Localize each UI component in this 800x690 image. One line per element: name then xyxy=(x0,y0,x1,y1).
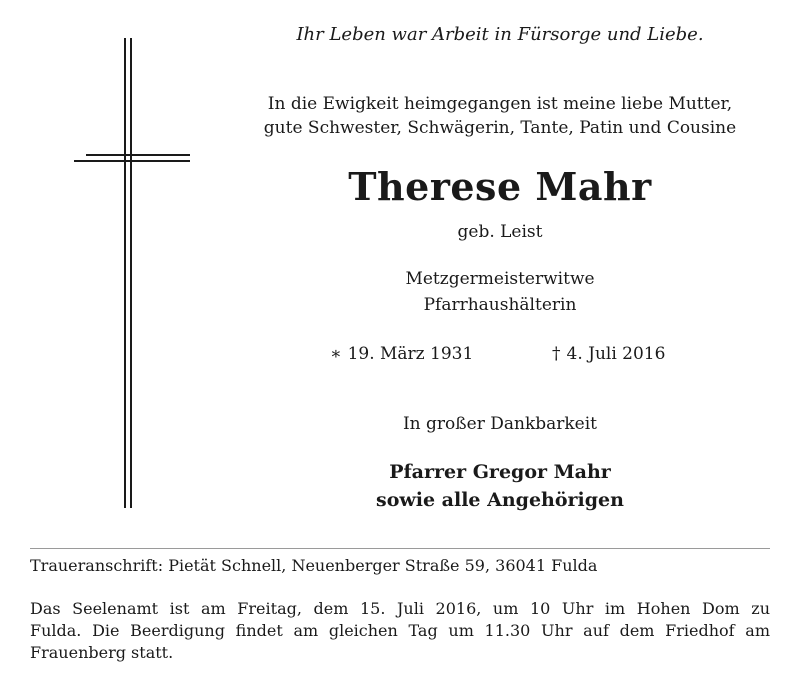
divider xyxy=(30,548,770,549)
signer-line: sowie alle Angehörigen xyxy=(376,489,624,511)
occupations xyxy=(250,266,750,318)
cross-icon xyxy=(60,30,200,530)
birth-date-text: 19. März 1931 xyxy=(347,344,474,364)
service-line: Fulda. Die Beerdigung findet am gleichen Tag um 11.30 Uhr auf dem Friedhof am xyxy=(30,621,770,640)
mourning-address: Traueranschrift: Pietät Schnell, Neuenberger Straße 59, 36041 Fulda xyxy=(30,556,598,575)
signers xyxy=(250,458,750,514)
death-date xyxy=(552,344,665,364)
death-dagger-icon: † xyxy=(552,344,561,364)
birth-star-icon: ∗ xyxy=(330,344,342,364)
occupation-line: Metzgermeisterwitwe xyxy=(405,269,595,289)
death-date-text: 4. Juli 2016 xyxy=(566,344,666,364)
birth-date xyxy=(330,344,473,364)
deceased-name: Therese Mahr xyxy=(348,164,652,209)
intro-text xyxy=(240,92,760,140)
signer-line: Pfarrer Gregor Mahr xyxy=(389,461,611,483)
motto: Ihr Leben war Arbeit in Fürsorge und Liebe. xyxy=(296,24,704,45)
service-line: Das Seelenamt ist am Freitag, dem 15. Juli 2016, um 10 Uhr im Hohen Dom zu xyxy=(30,599,770,618)
occupation-line: Pfarrhaushälterin xyxy=(423,295,577,315)
intro-line: gute Schwester, Schwägerin, Tante, Patin und Cousine xyxy=(263,118,737,138)
intro-line: In die Ewigkeit heimgegangen ist meine liebe Mutter, xyxy=(267,94,733,114)
service-line: Frauenberg statt. xyxy=(30,643,174,662)
gratitude-text: In großer Dankbarkeit xyxy=(402,414,598,434)
birth-name: geb. Leist xyxy=(457,222,543,242)
service-info xyxy=(30,598,770,664)
